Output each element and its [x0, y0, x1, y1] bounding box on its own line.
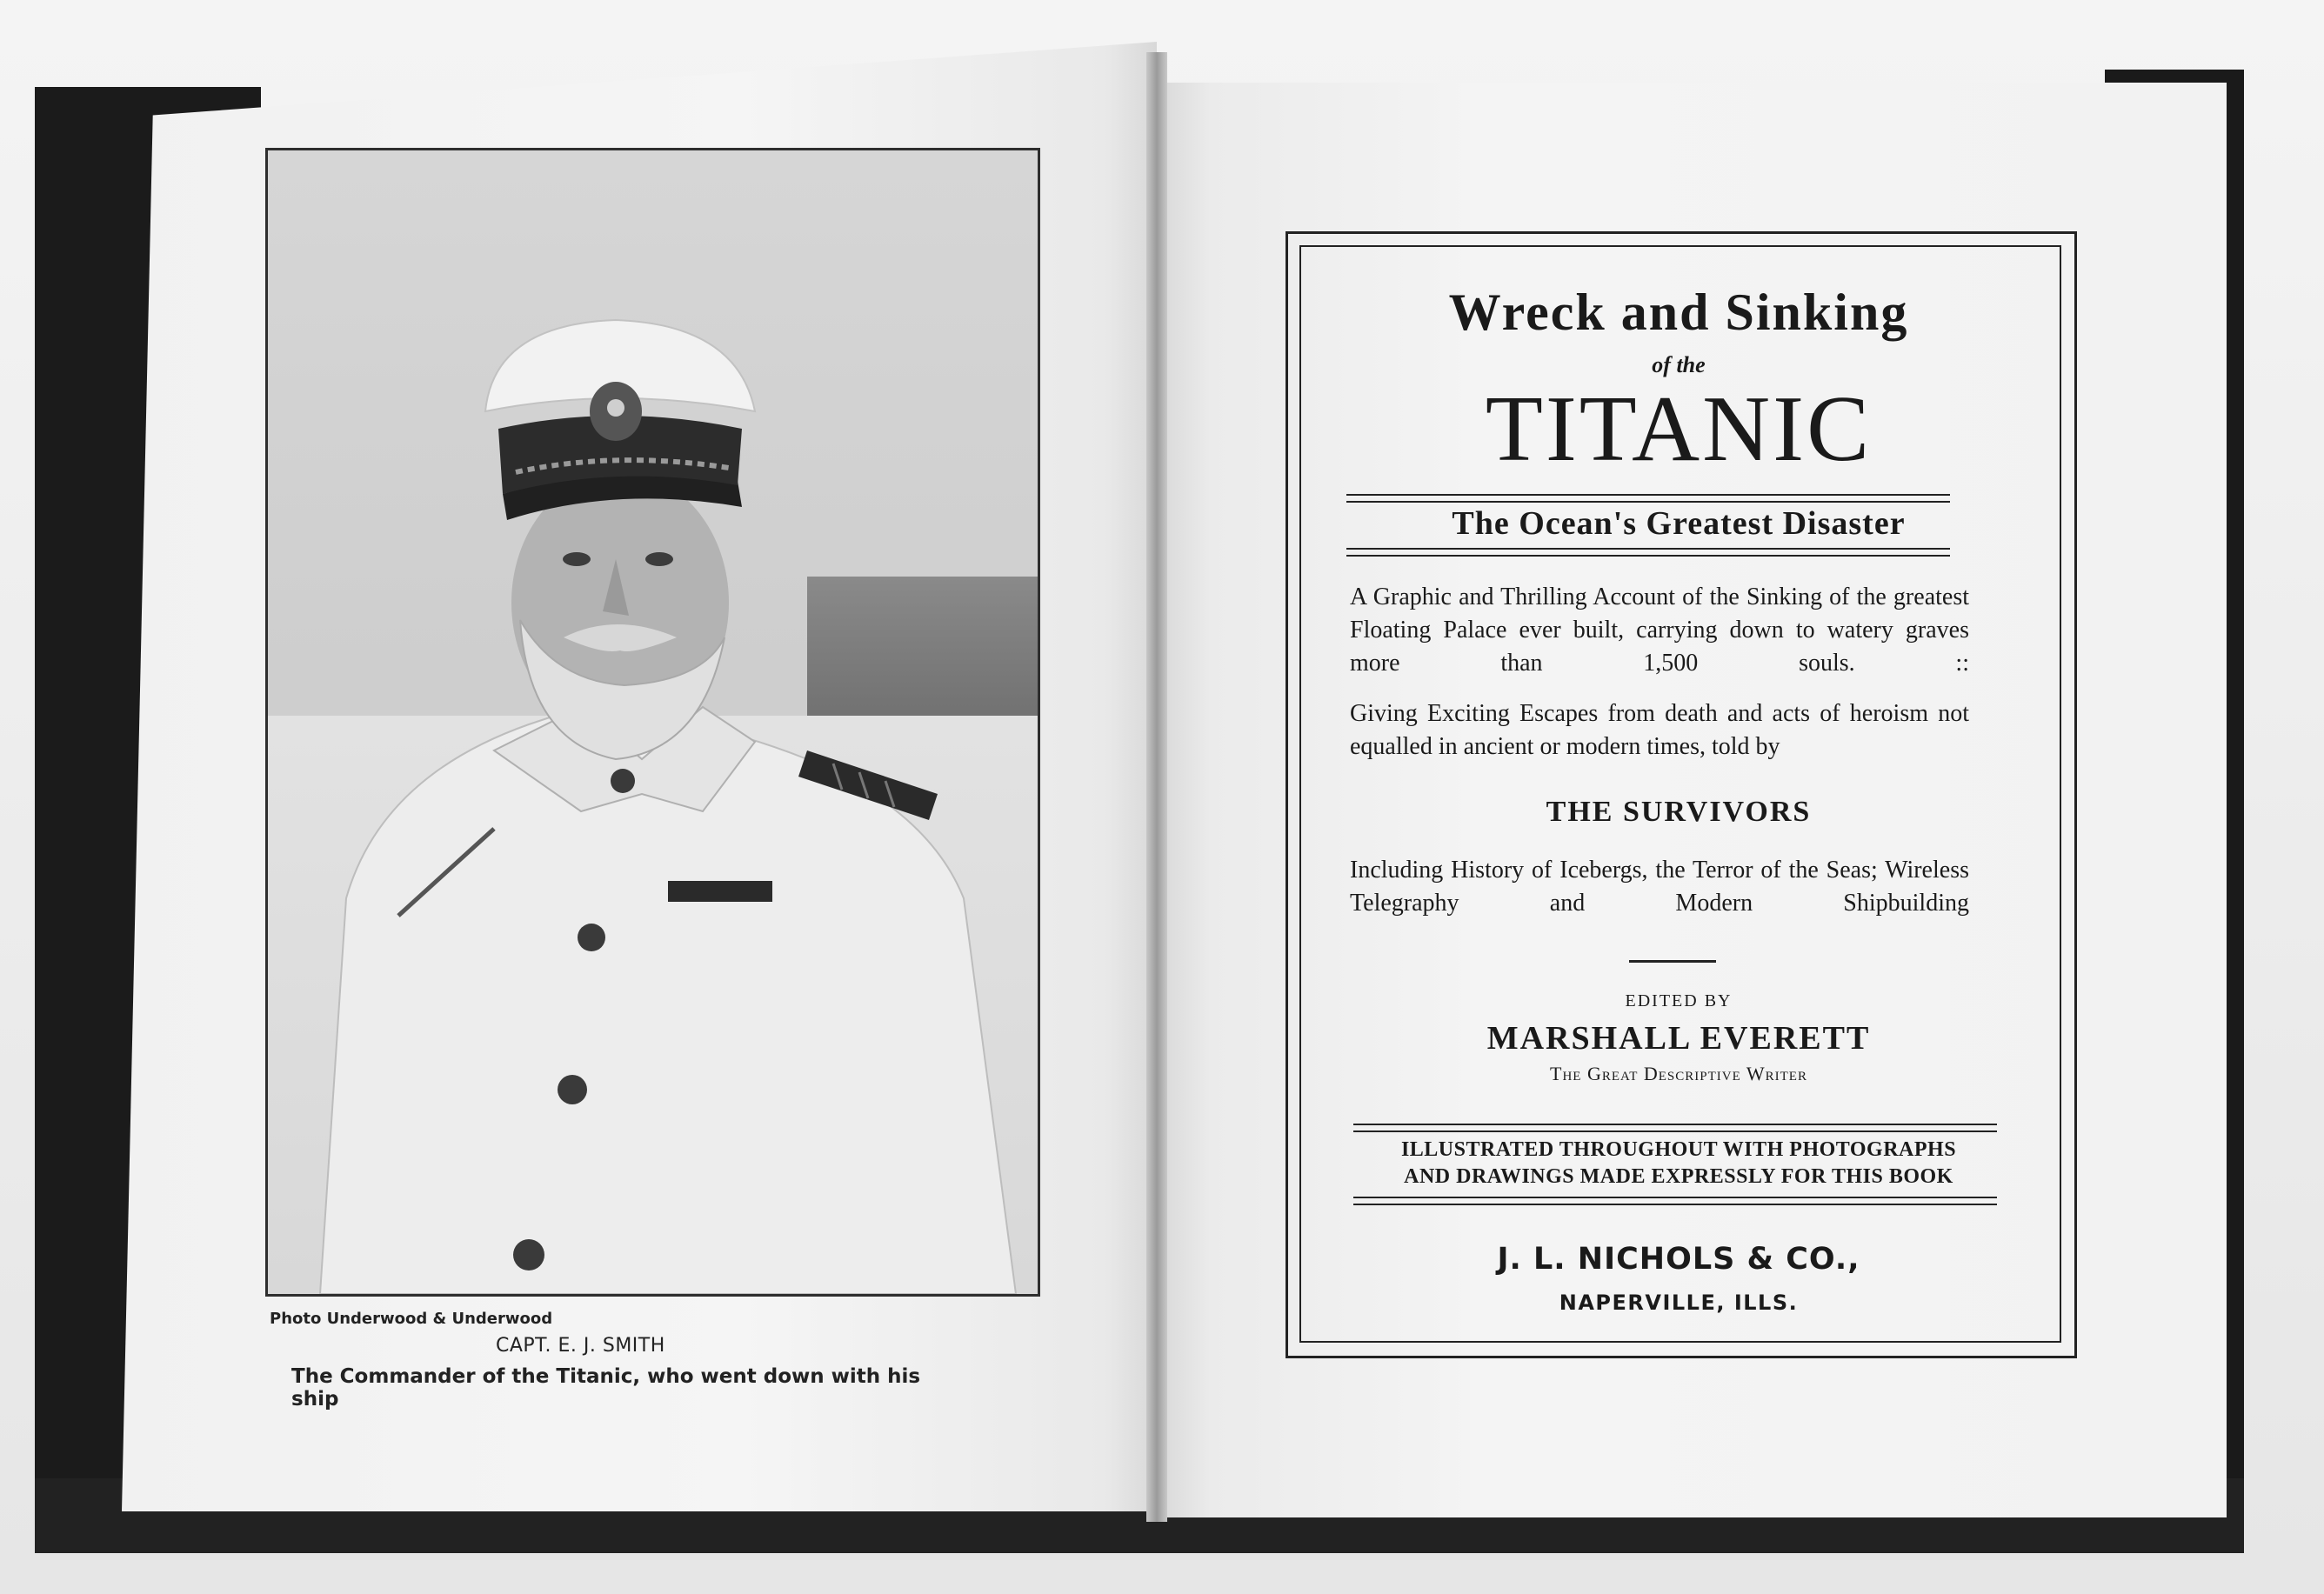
illustrated-line-2: AND DRAWINGS MADE EXPRESSLY FOR THIS BOOK — [1404, 1165, 1953, 1188]
short-divider-rule — [1629, 960, 1716, 963]
illustrated-notice — [1313, 1137, 2044, 1190]
description-paragraph-1: A Graphic and Thrilling Account of the Sinking of the greatest Floating Palace ever built, carrying down to watery graves more than 1,500 souls. :: — [1350, 584, 1969, 677]
captain-illustration — [268, 150, 1038, 1294]
rule-above-subtitle — [1346, 494, 1950, 503]
rule-below-subtitle — [1346, 548, 1950, 557]
illustrated-line-1: ILLUSTRATED THROUGHOUT WITH PHOTOGRAPHS — [1400, 1138, 1957, 1161]
description-paragraph-2: Giving Exciting Escapes from death and acts of heroism not equalled in ancient or modern times, told by — [1350, 700, 1969, 760]
photo-caption-description: The Commander of the Titanic, who went down with his ship — [291, 1365, 921, 1411]
rule-below-illustrated — [1353, 1197, 1997, 1205]
author-name: MARSHALL EVERETT — [1486, 1020, 1871, 1057]
photo-caption-name: CAPT. E. J. SMITH — [496, 1335, 665, 1357]
title-main: TITANIC — [1485, 377, 1873, 481]
author-title: The Great Descriptive Writer — [1550, 1063, 1807, 1084]
publisher-city: NAPERVILLE, ILLS. — [1559, 1291, 1799, 1315]
title-line-1: Wreck and Sinking — [1448, 283, 1909, 341]
title-of-the: of the — [1652, 352, 1706, 377]
edited-by-label: EDITED BY — [1625, 991, 1733, 1010]
photo-credit: Photo Underwood & Underwood — [270, 1310, 553, 1328]
subtitle: The Ocean's Greatest Disaster — [1452, 505, 1906, 542]
survivors-heading: THE SURVIVORS — [1546, 796, 1812, 828]
book-gutter — [1146, 52, 1167, 1522]
publisher-name: J. L. NICHOLS & CO., — [1497, 1242, 1860, 1277]
rule-above-illustrated — [1353, 1124, 1997, 1132]
description-paragraph-3: Including History of Icebergs, the Terror of the Seas; Wireless Telegraphy and Modern Shipbuilding — [1350, 857, 1969, 917]
captain-portrait-photo — [265, 148, 1040, 1297]
